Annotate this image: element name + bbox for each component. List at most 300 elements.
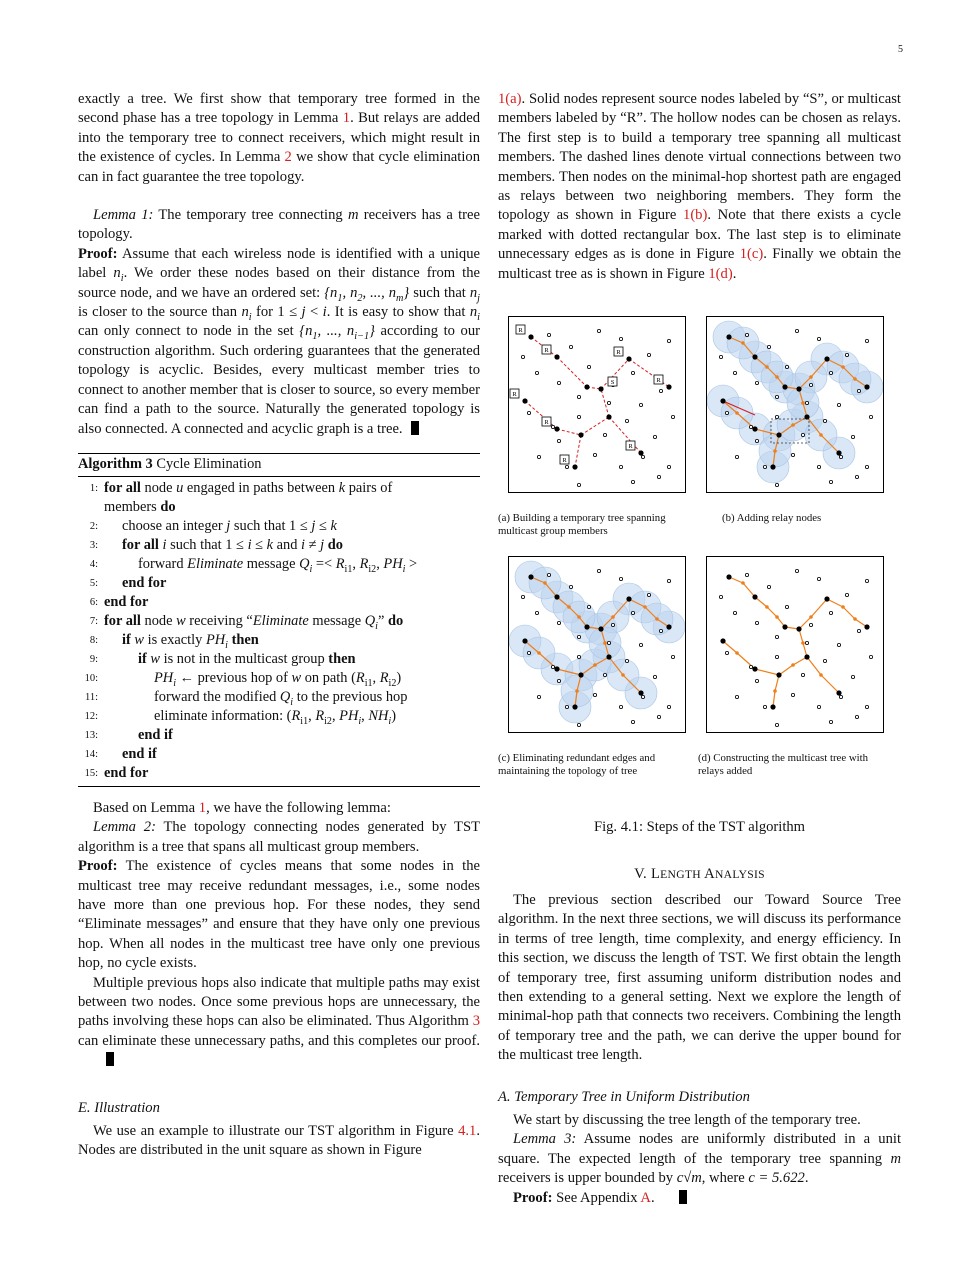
- algorithm-line: [78, 631, 480, 650]
- relay-node: [577, 635, 580, 638]
- member-node: [522, 638, 527, 643]
- temporary-tree-paragraph: We start by discussing the tree length of the temporary tree.: [513, 1111, 861, 1128]
- relay-node: [619, 705, 622, 708]
- caption-a: (a) Building a temporary tree spanning multicast group members: [498, 512, 666, 537]
- relay-node: [619, 577, 622, 580]
- relay-node: [869, 415, 872, 418]
- relay-node: [755, 621, 758, 624]
- relay-node: [767, 585, 770, 588]
- active-relay: [765, 365, 769, 369]
- member-node: [836, 690, 841, 695]
- relay-node: [557, 439, 560, 442]
- relay-node: [537, 695, 540, 698]
- tree-edge: [821, 675, 839, 693]
- member-node: [598, 386, 603, 391]
- relay-node: [577, 415, 580, 418]
- member-node: [782, 624, 787, 629]
- active-relay: [621, 673, 625, 677]
- active-relay: [735, 651, 739, 655]
- active-relay: [741, 341, 745, 345]
- relay-node: [805, 401, 808, 404]
- active-relay: [577, 615, 581, 619]
- member-node: [666, 384, 671, 389]
- relay-node: [565, 705, 568, 708]
- caption-d: (d) Constructing the multicast tree with relays added: [698, 752, 869, 777]
- line-number: 12:: [84, 710, 98, 722]
- relay-node: [817, 337, 820, 340]
- relay-node: [719, 355, 722, 358]
- qed-mark: [106, 1052, 114, 1066]
- based-paragraph: Based on Lemma 1, we have the following lemma:: [93, 799, 391, 816]
- right-column: [498, 90, 901, 1208]
- line-text: for all i such that 1 ≤ i ≤ k and i ≠ j do: [122, 536, 343, 553]
- relay-node: [587, 365, 590, 368]
- relay-node: [851, 435, 854, 438]
- line-number: 14:: [84, 748, 98, 760]
- section-v-heading: V. LENGTH ANALYSIS: [634, 866, 765, 883]
- relay-node: [755, 439, 758, 442]
- relay-node: [535, 371, 538, 374]
- member-node: [836, 450, 841, 455]
- relay-node: [809, 623, 812, 626]
- algorithm-title: Algorithm 3 Cycle Elimination: [78, 454, 480, 477]
- relay-node: [625, 659, 628, 662]
- line-text: forward the modified $Q_i$ to the previous hop: [154, 688, 408, 708]
- line-text: $PH_i$ ← previous hop of w on path ($R_{i1}$, $R_{i2}$): [154, 669, 402, 689]
- relay-node: [631, 720, 634, 723]
- relay-node: [521, 355, 524, 358]
- line-text: eliminate information: ($R_{i1}$, $R_{i2}$, $PH_i$, $NH_i$): [154, 707, 396, 727]
- member-node: [528, 574, 533, 579]
- relay-node: [857, 629, 860, 632]
- relay-node: [745, 573, 748, 576]
- relay-node: [641, 695, 644, 698]
- line-text: forward Eliminate message $Q_i =< R_{i1}$, $R_{i2}$, $PH_i$ >: [138, 555, 418, 575]
- line-text: end for: [104, 764, 149, 781]
- line-number: 4:: [89, 558, 98, 570]
- relay-node: [845, 353, 848, 356]
- active-relay: [809, 375, 813, 379]
- active-relay: [593, 663, 597, 667]
- active-relay: [567, 605, 571, 609]
- member-node: [752, 666, 757, 671]
- active-relay: [773, 689, 777, 693]
- tree-edge: [811, 599, 827, 617]
- relay-node: [557, 381, 560, 384]
- relay-node: [763, 465, 766, 468]
- relay-node: [667, 339, 670, 342]
- relay-node: [785, 365, 788, 368]
- relay-node: [795, 329, 798, 332]
- algorithm-line: [78, 688, 480, 707]
- relay-node: [619, 337, 622, 340]
- line-text: if w is exactly $PH_i$ then: [122, 631, 259, 651]
- active-relay: [819, 433, 823, 437]
- relay-node: [569, 345, 572, 348]
- line-number: 6:: [89, 596, 98, 608]
- member-node: [752, 426, 757, 431]
- member-node: [578, 432, 583, 437]
- panel-b: [706, 316, 884, 493]
- subsection-a-heading: A. Temporary Tree in Uniform Distribution: [498, 1088, 750, 1105]
- relay-node: [735, 695, 738, 698]
- relay-node: [837, 403, 840, 406]
- relay-node: [547, 333, 550, 336]
- relay-node: [775, 415, 778, 418]
- virtual-connection: [575, 435, 581, 467]
- tree-edge: [755, 669, 779, 675]
- line-number: 3:: [89, 539, 98, 551]
- algorithm-line: [78, 612, 480, 631]
- line-text: end for: [104, 593, 149, 610]
- relay-node: [801, 433, 804, 436]
- label-r: R: [544, 347, 549, 355]
- member-node: [726, 334, 731, 339]
- relay-node: [791, 693, 794, 696]
- relay-node: [775, 483, 778, 486]
- relay-node: [851, 675, 854, 678]
- line-text: end for: [122, 574, 167, 591]
- line-number: 9:: [89, 653, 98, 665]
- algorithm-line: [78, 517, 480, 536]
- relay-node: [845, 593, 848, 596]
- tree-edge: [767, 607, 777, 617]
- member-node: [606, 414, 611, 419]
- member-node: [824, 356, 829, 361]
- figure-ref-link[interactable]: 1(a): [498, 91, 522, 107]
- lemma-2: Lemma 2: The topology connecting nodes generated by TST algorithm is a tree that spans all multicast group members.: [78, 819, 480, 855]
- active-relay: [853, 377, 857, 381]
- algorithm-line: [78, 707, 480, 726]
- algorithm-3-box: [78, 453, 480, 787]
- figure-ref-link[interactable]: 1(d): [708, 265, 733, 282]
- line-text: members do: [104, 498, 176, 515]
- label-s: S: [610, 379, 615, 387]
- member-node: [752, 594, 757, 599]
- member-node: [554, 354, 559, 359]
- relay-node: [869, 655, 872, 658]
- member-node: [638, 450, 643, 455]
- relay-node: [551, 665, 554, 668]
- page-number: 5: [898, 44, 903, 55]
- member-node: [776, 672, 781, 677]
- relay-node: [839, 695, 842, 698]
- figure-ref-link[interactable]: 4.1: [458, 1123, 477, 1139]
- relay-node: [667, 705, 670, 708]
- relay-node: [763, 705, 766, 708]
- panel-b-graph: [707, 317, 883, 492]
- relay-node: [659, 629, 662, 632]
- line-text: for all node u engaged in paths between k pairs of: [104, 479, 393, 496]
- active-relay: [765, 605, 769, 609]
- proof-1: Proof: Assume that each wireless node is identified with a unique label $n_i$. We order these nodes based on their distance from the source node, and we have an ordered set: {$n_1$, $n_2$, ..., $n_m$} such that $n_j$ is closer to the source than $n_i$ for 1 ≤ j < i. It is easy to show that $n_i$ can only connect to node in the set {$n_1$, ..., $n_{i-1}$} according to our construction algorithm. Such ordering guarantees that the generated topology is acyclic. Besides, every multicast member tries to connect to another member that is closer to source, so every member can find a path to the source. Naturally the generated topology is also connected. A connected and acyclic graph is a tree.: [78, 245, 481, 437]
- label-r: R: [616, 349, 621, 357]
- member-node: [796, 386, 801, 391]
- lemma-ref-link[interactable]: 1: [198, 799, 207, 816]
- algorithm-line: [78, 555, 480, 574]
- member-node: [584, 384, 589, 389]
- member-node: [720, 398, 725, 403]
- active-relay: [801, 401, 805, 405]
- tree-edge: [807, 657, 821, 675]
- relay-node: [569, 585, 572, 588]
- member-node: [554, 594, 559, 599]
- line-text: for all node w receiving “Eliminate message $Q_i$” do: [104, 612, 404, 632]
- algorithm-line: [78, 726, 480, 745]
- lemma-ref-link[interactable]: 1: [342, 110, 351, 127]
- relay-node: [557, 679, 560, 682]
- line-number: 15:: [84, 767, 98, 779]
- relay-node: [551, 425, 554, 428]
- member-node: [554, 666, 559, 671]
- member-node: [638, 690, 643, 695]
- relay-node: [547, 573, 550, 576]
- member-node: [522, 398, 527, 403]
- algorithm-line: [78, 764, 480, 783]
- qed-mark: [411, 421, 419, 435]
- active-relay: [809, 615, 813, 619]
- algorithm-line: [78, 498, 480, 517]
- relay-node: [865, 705, 868, 708]
- relay-node: [639, 403, 642, 406]
- relay-node: [593, 693, 596, 696]
- active-relay: [819, 673, 823, 677]
- relay-node: [809, 383, 812, 386]
- algorithm-line: [78, 650, 480, 669]
- member-node: [782, 384, 787, 389]
- algorithm-line: [78, 479, 480, 498]
- relay-node: [587, 605, 590, 608]
- virtual-connection: [609, 417, 641, 453]
- active-relay: [575, 689, 579, 693]
- active-relay: [611, 615, 615, 619]
- tree-edge: [723, 641, 737, 653]
- panel-a: [508, 316, 686, 493]
- member-node: [584, 624, 589, 629]
- relay-node: [805, 641, 808, 644]
- relay-node: [527, 651, 530, 654]
- caption-c: (c) Eliminating redundant edges and maintaining the topology of tree: [498, 752, 656, 777]
- relay-node: [823, 659, 826, 662]
- virtual-connection: [557, 429, 581, 435]
- line-number: 13:: [84, 729, 98, 741]
- member-node: [626, 356, 631, 361]
- active-relay: [791, 423, 795, 427]
- relay-node: [659, 389, 662, 392]
- label-r: R: [656, 377, 661, 385]
- relay-node: [837, 643, 840, 646]
- active-relay: [537, 651, 541, 655]
- panel-c-graph: [509, 557, 685, 732]
- relay-node: [647, 353, 650, 356]
- figure-description-paragraph: 1(a). Solid nodes represent source nodes labeled by “S”, or multicast members labeled by “R”. The hollow nodes can be chosen as relays. The first step is to build a temporary tree spanning all multicast members. The dashed lines denote virtual connections between two members. Then nodes on the minimal-hop shortest path are engaged as relays between two neighboring members. They form the topology as shown in Figure 1(b). Note that there exists a cycle marked with dotted rectangular box. The last step is to eliminate unnecessary edges as is done in Figure 1(c). Finally we obtain the multicast tree as is shown in Figure 1(d).: [498, 91, 901, 282]
- relay-node: [719, 595, 722, 598]
- algorithm-line: [78, 669, 480, 688]
- proof-2: Proof: The existence of cycles means that some nodes in the multicast tree may receive redundant messages, i.e., some nodes have more than one previous hop. For these nodes, they send “Eliminate messages” and ensure that they have only one previous hop. When all nodes in the multicast tree have only one previous hop, no cycle exists.: [78, 858, 480, 972]
- lemma-ref-link[interactable]: 2: [284, 149, 292, 166]
- member-node: [554, 426, 559, 431]
- active-relay: [775, 375, 779, 379]
- line-text: if w is not in the multicast group then: [138, 650, 356, 667]
- relay-node: [641, 455, 644, 458]
- virtual-connection: [557, 357, 587, 387]
- tree-edge: [827, 599, 843, 607]
- line-number: 11:: [84, 691, 98, 703]
- relay-node: [535, 611, 538, 614]
- member-node: [528, 334, 533, 339]
- active-relay: [741, 581, 745, 585]
- relay-node: [631, 480, 634, 483]
- relay-node: [671, 415, 674, 418]
- virtual-connection: [525, 401, 557, 429]
- relay-node: [527, 411, 530, 414]
- relay-node: [577, 395, 580, 398]
- member-node: [776, 432, 781, 437]
- length-analysis-paragraph: The previous section described our Toward Source Tree algorithm. In the next three sections, we will discuss its performance in terms of tree length, time complexity, and energy efficiency. In this section, we discuss the length of TST. We first obtain the length of temporary tree, first assuming uniform distribution nodes and then extending to a general setting. Next we explore the length of minimal-hop path that connects two receivers. Combining the length of temporary tree and the path, we can derive the upper bound for the multicast tree length.: [498, 891, 901, 1064]
- label-r: R: [512, 391, 517, 399]
- relay-node: [745, 333, 748, 336]
- member-node: [666, 624, 671, 629]
- relay-node: [817, 465, 820, 468]
- relay-node: [631, 611, 634, 614]
- relay-node: [625, 419, 628, 422]
- line-number: 2:: [89, 520, 98, 532]
- member-node: [770, 464, 775, 469]
- relay-node: [597, 329, 600, 332]
- line-number: 8:: [89, 634, 98, 646]
- relay-node: [733, 371, 736, 374]
- tree-edge: [743, 583, 755, 597]
- algorithm-line: [78, 745, 480, 764]
- relay-node: [667, 579, 670, 582]
- relay-node: [631, 371, 634, 374]
- algorithm-line: [78, 593, 480, 612]
- relay-node: [557, 621, 560, 624]
- active-relay: [801, 641, 805, 645]
- tree-edge: [843, 607, 855, 619]
- figure-ref-link[interactable]: 1(b): [683, 207, 708, 224]
- relay-node: [865, 339, 868, 342]
- active-relay: [735, 411, 739, 415]
- member-node: [720, 638, 725, 643]
- relay-node: [671, 655, 674, 658]
- relay-node: [653, 435, 656, 438]
- active-relay: [791, 663, 795, 667]
- member-node: [606, 654, 611, 659]
- relay-node: [865, 465, 868, 468]
- relay-node: [855, 475, 858, 478]
- illustration-paragraph: We use an example to illustrate our TST algorithm in Figure 4.1. Nodes are distributed in the unit square as shown in Figure: [78, 1123, 480, 1159]
- algorithm-body: [78, 477, 480, 786]
- relay-node: [785, 605, 788, 608]
- lemma-1: Lemma 1: The temporary tree connecting m receivers has a tree topology.: [78, 207, 480, 243]
- relay-node: [829, 371, 832, 374]
- relay-node: [735, 455, 738, 458]
- relay-node: [607, 401, 610, 404]
- relay-node: [823, 419, 826, 422]
- appendix-ref-link[interactable]: A: [640, 1189, 651, 1206]
- member-node: [578, 672, 583, 677]
- virtual-connection: [581, 417, 609, 435]
- figure-ref-link[interactable]: 1(c): [739, 246, 764, 263]
- relay-node: [577, 723, 580, 726]
- intro-paragraph: exactly a tree. We first show that temporary tree formed in the second phase has a tree topology in Lemma 1. But relays are added into the temporary tree to connect receivers, which might result in the existence of cycles. In Lemma 2 we show that cycle elimination can in fact guarantee the tree topology.: [78, 91, 480, 185]
- relay-node: [795, 569, 798, 572]
- member-node: [864, 624, 869, 629]
- panel-c: [508, 556, 686, 733]
- active-relay: [603, 641, 607, 645]
- relay-node: [639, 643, 642, 646]
- algorithm-ref-link[interactable]: 3: [472, 1013, 480, 1030]
- relay-node: [855, 715, 858, 718]
- algorithm-line: [78, 574, 480, 593]
- line-text: end if: [122, 745, 157, 762]
- relay-node: [755, 381, 758, 384]
- member-node: [796, 626, 801, 631]
- figure-4-1: [498, 316, 901, 777]
- relay-node: [775, 723, 778, 726]
- caption-b: (b) Adding relay nodes: [722, 512, 822, 525]
- relay-node: [603, 673, 606, 676]
- relay-node: [829, 480, 832, 483]
- line-number: 10:: [84, 672, 98, 684]
- line-text: choose an integer j such that 1 ≤ j ≤ k: [122, 517, 337, 534]
- active-relay: [841, 365, 845, 369]
- multiple-paragraph: Multiple previous hops also indicate that multiple paths may exist between two nodes. Once some previous hops are unnecessary, the paths involving these hops can also be eliminated. Thus Algorithm 3 can eliminate these unnecessary paths, and this completes our proof.: [78, 974, 480, 1071]
- active-relay: [655, 617, 659, 621]
- relay-node: [775, 655, 778, 658]
- relay-node: [657, 475, 660, 478]
- relay-node: [801, 673, 804, 676]
- relay-node: [857, 389, 860, 392]
- panel-d: [706, 556, 884, 733]
- relay-node: [607, 641, 610, 644]
- member-node: [572, 464, 577, 469]
- line-text: end if: [138, 726, 173, 743]
- figure-caption: Fig. 4.1: Steps of the TST algorithm: [593, 819, 806, 836]
- relay-node: [725, 411, 728, 414]
- relay-node: [749, 665, 752, 668]
- member-node: [770, 704, 775, 709]
- active-relay: [773, 449, 777, 453]
- member-node: [864, 384, 869, 389]
- relay-node: [577, 483, 580, 486]
- label-r: R: [628, 443, 633, 451]
- lemma-3: Lemma 3: Assume nodes are uniformly distributed in a unit square. The expected length of the temporary tree spanning m receivers is upper bounded by c√m, where c = 5.622.: [498, 1131, 901, 1187]
- relay-node: [653, 675, 656, 678]
- relay-node: [597, 569, 600, 572]
- relay-node: [829, 611, 832, 614]
- relay-node: [611, 623, 614, 626]
- member-node: [752, 354, 757, 359]
- relay-node: [619, 465, 622, 468]
- relay-node: [565, 465, 568, 468]
- relay-node: [817, 705, 820, 708]
- relay-node: [865, 579, 868, 582]
- relay-node: [791, 453, 794, 456]
- relay-node: [817, 577, 820, 580]
- panel-d-graph: [707, 557, 883, 732]
- relay-node: [775, 395, 778, 398]
- relay-node: [647, 593, 650, 596]
- member-node: [804, 654, 809, 659]
- label-r: R: [544, 419, 549, 427]
- relay-node: [603, 433, 606, 436]
- relay-node: [725, 651, 728, 654]
- left-column: [78, 90, 480, 1161]
- member-node: [726, 574, 731, 579]
- member-node: [824, 596, 829, 601]
